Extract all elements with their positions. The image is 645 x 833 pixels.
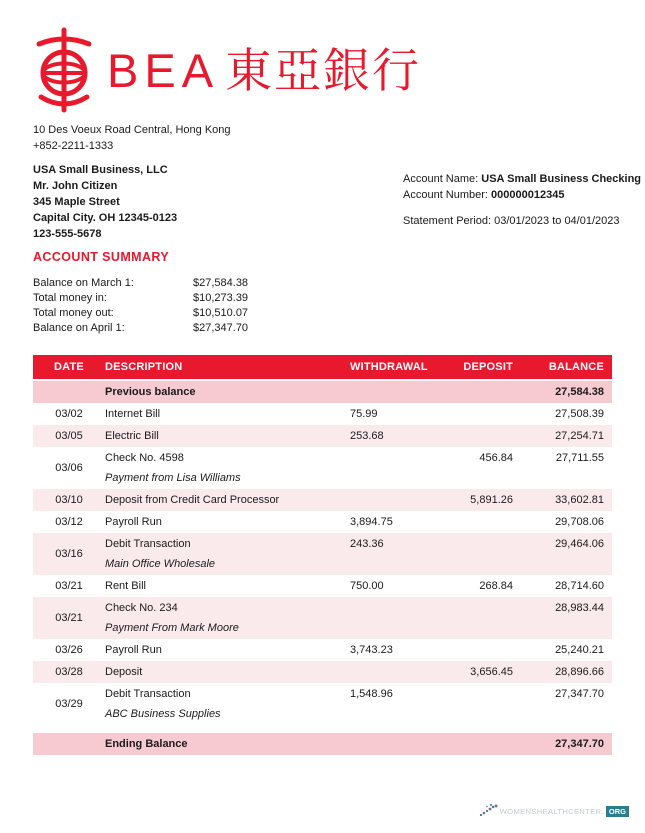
cell-description — [105, 661, 350, 683]
cell-balance: 27,347.70 — [555, 688, 604, 700]
cell-balance: 27,711.55 — [555, 452, 604, 464]
cell-deposit — [455, 683, 513, 690]
account-name-row — [403, 171, 641, 187]
col-header-withdrawal: WITHDRAWAL — [350, 361, 428, 373]
transaction-table — [33, 355, 612, 755]
cell-description — [105, 683, 350, 725]
table-row — [33, 533, 612, 575]
cell-description — [105, 733, 350, 755]
cell-description — [105, 403, 350, 425]
cell-date: 03/06 — [55, 461, 83, 474]
table-spacer — [33, 725, 612, 733]
cell-description — [105, 639, 350, 661]
bea-wordmark-latin: BEA — [107, 43, 220, 97]
table-row — [33, 639, 612, 661]
transaction-table-body — [33, 381, 612, 755]
cell-description — [105, 511, 350, 533]
summary-value: $27,584.38 — [193, 277, 249, 289]
description-text: Internet Bill — [105, 408, 161, 420]
bank-address-block — [33, 122, 231, 154]
table-row — [33, 447, 612, 489]
description-text: Debit Transaction — [105, 538, 191, 550]
summary-label: Balance on March 1: — [33, 277, 134, 289]
recipient-street: 345 Maple Street — [33, 196, 120, 208]
cell-withdrawal: 1,548.96 — [350, 688, 393, 700]
cell-balance: 33,602.81 — [555, 494, 604, 506]
cell-withdrawal — [350, 597, 455, 604]
description-text: Ending Balance — [105, 738, 188, 750]
summary-value: $10,273.39 — [193, 292, 249, 304]
cell-date: 03/16 — [55, 547, 83, 560]
cell-deposit — [455, 597, 513, 604]
description-text: Rent Bill — [105, 580, 146, 592]
cell-withdrawal: 3,894.75 — [350, 516, 393, 528]
description-text: Deposit from Credit Card Processor — [105, 494, 280, 506]
table-row — [33, 489, 612, 511]
col-header-deposit: DEPOSIT — [463, 361, 513, 373]
table-row — [33, 683, 612, 725]
account-meta-block — [403, 171, 641, 229]
cell-description — [105, 381, 350, 403]
table-row — [33, 597, 612, 639]
cell-balance: 27,347.70 — [555, 738, 604, 750]
description-text: Payroll Run — [105, 644, 162, 656]
account-summary-title: ACCOUNT SUMMARY — [33, 250, 170, 264]
account-number-value: 000000012345 — [491, 189, 565, 201]
cell-balance: 25,240.21 — [555, 644, 604, 656]
cell-deposit: 3,656.45 — [470, 666, 513, 678]
summary-label: Balance on April 1: — [33, 322, 125, 334]
cell-description — [105, 447, 350, 489]
cell-withdrawal: 75.99 — [350, 408, 378, 420]
watermark — [478, 803, 629, 819]
summary-row — [33, 291, 248, 306]
cell-withdrawal — [350, 381, 455, 388]
cell-deposit: 268.84 — [479, 580, 513, 592]
cell-deposit — [455, 381, 513, 388]
statement-period: Statement Period: 03/01/2023 to 04/01/2023 — [403, 215, 620, 227]
recipient-block — [33, 162, 177, 242]
table-row — [33, 575, 612, 597]
cell-deposit — [455, 403, 513, 410]
cell-balance: 27,508.39 — [555, 408, 604, 420]
table-row — [33, 511, 612, 533]
cell-withdrawal — [350, 489, 455, 496]
watermark-badge: ORG — [606, 806, 629, 817]
description-text: Deposit — [105, 666, 143, 678]
cell-balance: 27,584.38 — [555, 386, 604, 398]
cell-date: 03/29 — [55, 697, 83, 710]
recipient-city: Capital City. OH 12345-0123 — [33, 212, 178, 224]
col-header-description: DESCRIPTION — [105, 361, 183, 373]
summary-label: Total money out: — [33, 307, 114, 319]
cell-balance: 28,896.66 — [555, 666, 604, 678]
cell-deposit: 456.84 — [479, 452, 513, 464]
account-number-label: Account Number: — [403, 189, 488, 201]
cell-date: 03/12 — [55, 515, 83, 528]
cell-deposit: 5,891.26 — [470, 494, 513, 506]
bank-address-line: 10 Des Voeux Road Central, Hong Kong — [33, 124, 231, 136]
cell-deposit — [455, 425, 513, 432]
cell-date: 03/02 — [55, 407, 83, 420]
transaction-table-header — [33, 355, 612, 379]
cell-withdrawal: 243.36 — [350, 538, 384, 550]
col-header-balance: BALANCE — [548, 361, 604, 373]
description-text: Previous balance — [105, 386, 196, 398]
account-summary-rows — [33, 276, 248, 336]
cell-balance: 28,714.60 — [555, 580, 604, 592]
cell-balance: 27,254.71 — [555, 430, 604, 442]
summary-label: Total money in: — [33, 292, 107, 304]
table-row — [33, 733, 612, 755]
account-number-row — [403, 187, 641, 203]
description-subtext: Main Office Wholesale — [105, 558, 216, 570]
description-subtext: Payment from Lisa Williams — [105, 472, 241, 484]
bea-wordmark-cjk: 東亞銀行 — [225, 43, 422, 97]
col-header-date: DATE — [54, 361, 84, 373]
account-name-value: USA Small Business Checking — [481, 173, 642, 185]
description-subtext: ABC Business Supplies — [105, 708, 221, 720]
cell-date: 03/28 — [55, 665, 83, 678]
table-row — [33, 403, 612, 425]
cell-date: 03/10 — [55, 493, 83, 506]
cell-deposit — [455, 533, 513, 540]
cell-description — [105, 597, 350, 639]
description-text: Debit Transaction — [105, 688, 191, 700]
recipient-company: USA Small Business, LLC — [33, 164, 168, 176]
cell-date: 03/21 — [55, 611, 83, 624]
summary-value: $27,347.70 — [193, 322, 249, 334]
account-name-label: Account Name: — [403, 173, 479, 185]
description-text: Check No. 234 — [105, 602, 178, 614]
cell-deposit — [455, 639, 513, 646]
table-row — [33, 425, 612, 447]
cell-withdrawal: 253.68 — [350, 430, 384, 442]
cell-withdrawal: 750.00 — [350, 580, 384, 592]
cell-withdrawal — [350, 447, 455, 454]
watermark-dots-icon — [478, 803, 498, 819]
bank-phone: +852-2211-1333 — [33, 140, 114, 152]
cell-balance: 29,464.06 — [555, 538, 604, 550]
description-subtext: Payment From Mark Moore — [105, 622, 239, 634]
brand-header — [33, 26, 421, 114]
recipient-name: Mr. John Citizen — [33, 180, 118, 192]
table-row — [33, 381, 612, 403]
cell-description — [105, 489, 350, 511]
description-text: Electric Bill — [105, 430, 159, 442]
cell-withdrawal: 3,743.23 — [350, 644, 393, 656]
bea-emblem-icon — [33, 26, 95, 114]
description-text: Check No. 4598 — [105, 452, 184, 464]
cell-withdrawal — [350, 661, 455, 668]
cell-date: 03/05 — [55, 429, 83, 442]
summary-row — [33, 306, 248, 321]
cell-balance: 29,708.06 — [555, 516, 604, 528]
cell-withdrawal — [350, 733, 455, 740]
summary-value: $10,510.07 — [193, 307, 249, 319]
cell-deposit — [455, 733, 513, 740]
description-text: Payroll Run — [105, 516, 162, 528]
cell-date: 03/21 — [55, 579, 83, 592]
cell-balance: 28,983.44 — [555, 602, 604, 614]
recipient-phone: 123-555-5678 — [33, 228, 102, 240]
cell-deposit — [455, 511, 513, 518]
cell-description — [105, 533, 350, 575]
table-row — [33, 661, 612, 683]
summary-row — [33, 276, 248, 291]
cell-date: 03/26 — [55, 643, 83, 656]
cell-description — [105, 575, 350, 597]
watermark-text: WOMENSHEALTHCENTER. — [499, 806, 604, 816]
cell-description — [105, 425, 350, 447]
bea-wordmark — [107, 43, 422, 97]
summary-row — [33, 321, 248, 336]
